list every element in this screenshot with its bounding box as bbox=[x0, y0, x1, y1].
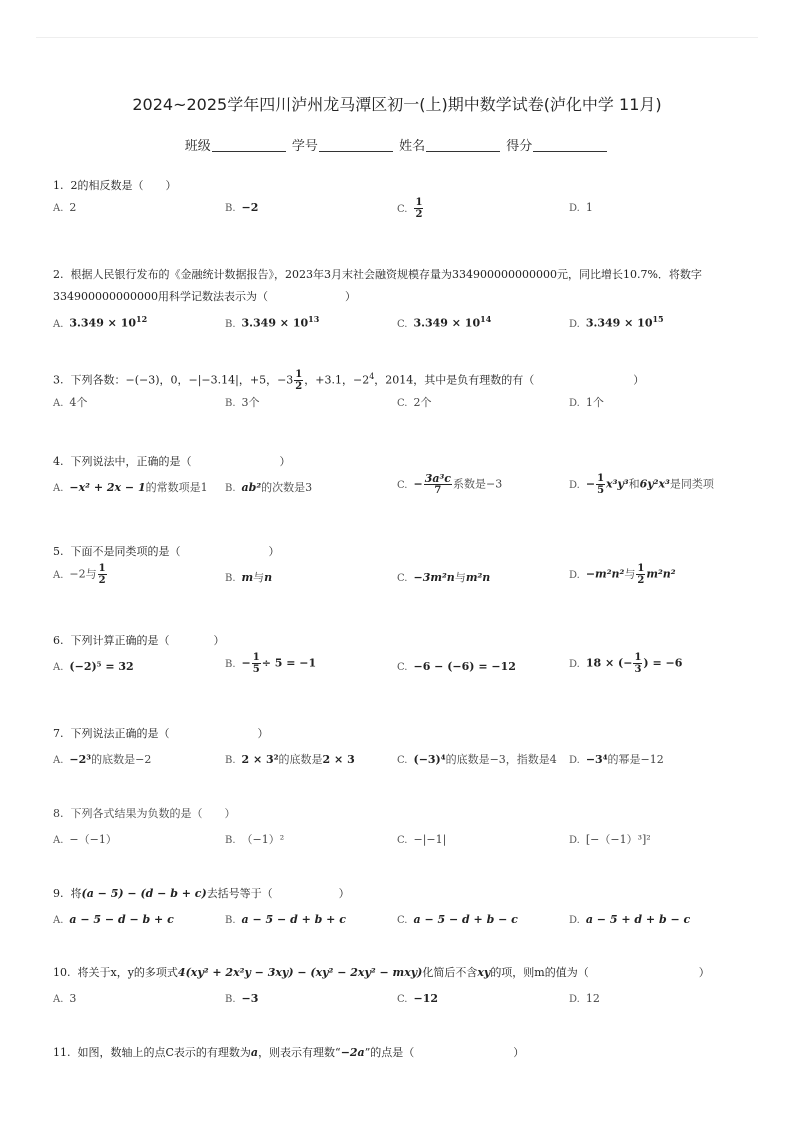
options-row bbox=[53, 308, 753, 334]
option-c[interactable]: C. $3.349 \times 10^{14}$ bbox=[397, 314, 492, 330]
student-info-row bbox=[0, 135, 794, 154]
question-stem: 7. 下列说法正确的是（ ） bbox=[53, 727, 269, 740]
option-a[interactable]: A. −2与 $\frac{1}{2}$ bbox=[53, 563, 106, 586]
options-row bbox=[53, 197, 753, 223]
question-7 bbox=[53, 723, 753, 771]
option-a[interactable]: A. $3.349 \times 10^{12}$ bbox=[53, 314, 148, 330]
option-c[interactable]: C. a − 5 − d + b − c bbox=[397, 913, 518, 926]
option-b[interactable]: B. m与n bbox=[225, 571, 273, 584]
question-10 bbox=[53, 962, 753, 1010]
question-stem: 1. 2的相反数是（ ） bbox=[53, 179, 177, 192]
score-blank[interactable] bbox=[533, 139, 607, 152]
question-3 bbox=[53, 366, 753, 418]
question-stem: 11. 如图，数轴上的点C表示的有理数为a，则表示有理数“−2a”的点是（ ） bbox=[53, 1046, 525, 1059]
option-a[interactable]: A. 2 bbox=[53, 201, 77, 214]
options-row bbox=[53, 563, 753, 597]
option-c[interactable]: C. (−3)⁴的底数是−3，指数是4 bbox=[397, 753, 557, 766]
option-c[interactable]: C. −6 − (−6) = −12 bbox=[397, 660, 516, 673]
option-c[interactable]: C. −3m²n与m²n bbox=[397, 571, 491, 584]
option-d[interactable]: D. 18 × (− $\frac{1}{3}$ ) = −6 bbox=[569, 652, 683, 675]
name-label: 姓名 bbox=[399, 139, 426, 154]
option-a[interactable]: A. 3 bbox=[53, 992, 77, 1005]
option-c[interactable]: C. −|−1| bbox=[397, 833, 447, 846]
option-b[interactable]: B. −2 bbox=[225, 201, 259, 214]
question-stem: 10. 将关于x，y的多项式4(xy² + 2x²y − 3xy) − (xy² − 2xy² − mxy)化简后不含xy的项，则m的值为（ ） bbox=[53, 966, 710, 979]
question-stem: 5. 下面不是同类项的是（ ） bbox=[53, 545, 280, 558]
option-d[interactable]: D. 12 bbox=[569, 992, 600, 1005]
class-blank[interactable] bbox=[212, 139, 286, 152]
option-b[interactable]: B. a − 5 − d + b + c bbox=[225, 913, 346, 926]
options-row bbox=[53, 652, 753, 686]
options-row bbox=[53, 825, 753, 851]
option-b[interactable]: B. $3.349 \times 10^{13}$ bbox=[225, 314, 320, 330]
question-8 bbox=[53, 803, 753, 851]
option-d[interactable]: D. −m²n²与 $\frac{1}{2}$ m²n² bbox=[569, 563, 676, 586]
question-4 bbox=[53, 451, 753, 507]
option-b[interactable]: B. ab²的次数是3 bbox=[225, 481, 313, 494]
option-d[interactable]: D. a − 5 + d + b − c bbox=[569, 913, 691, 926]
question-1 bbox=[53, 175, 753, 223]
option-b[interactable]: B. −3 bbox=[225, 992, 259, 1005]
options-row bbox=[53, 392, 753, 418]
option-d[interactable]: D. −3⁴的幂是−12 bbox=[569, 753, 664, 766]
option-c[interactable]: C. −12 bbox=[397, 992, 439, 1005]
student-id-label: 学号 bbox=[291, 139, 318, 154]
option-a[interactable]: A. −x² + 2x − 1的常数项是1 bbox=[53, 481, 208, 494]
options-row bbox=[53, 984, 753, 1010]
option-d[interactable]: D. 1个 bbox=[569, 396, 604, 410]
score-label: 得分 bbox=[506, 139, 533, 154]
question-stem: 9. 将(a − 5) − (d − b + c)去括号等于（ ） bbox=[53, 887, 350, 900]
question-5 bbox=[53, 541, 753, 597]
option-a[interactable]: A. −（−1） bbox=[53, 833, 117, 846]
option-a[interactable]: A. (−2)⁵ = 32 bbox=[53, 660, 134, 673]
question-stem: 3. 下列各数：−(−3)，0，−|−3.14|，+5，−3 $\frac{1}{2}$ ，+3.1，$-2^4$，2014，其中是负有理数的有（ ） bbox=[53, 369, 645, 393]
option-c[interactable]: C. $\frac{1}{2}$ bbox=[397, 197, 423, 220]
question-stem: 8. 下列各式结果为负数的是（ ） bbox=[53, 807, 236, 820]
option-d[interactable]: D. $3.349 \times 10^{15}$ bbox=[569, 314, 664, 330]
question-stem: 2. 根据人民银行发布的《金融统计数据报告》，2023年3月末社会融资规模存量为334900000000000元，同比增长10.7%．将数字334900000000000用科学记数法表示为（ ） bbox=[53, 268, 702, 303]
option-c[interactable]: C. − $\frac{\text{3a³c}}{7}$ 系数是−3 bbox=[397, 472, 503, 496]
option-b[interactable]: B. 2 × 3²的底数是2 × 3 bbox=[225, 753, 355, 766]
question-stem: 4. 下列说法中，正确的是（ ） bbox=[53, 455, 291, 468]
option-b[interactable]: B. 3个 bbox=[225, 396, 260, 410]
option-d[interactable]: D. [−（−1）³]² bbox=[569, 833, 651, 846]
question-stem: 6. 下列计算正确的是（ ） bbox=[53, 634, 225, 647]
option-d[interactable]: D. − $\frac{1}{5}$ x³y³和6y²x³是同类项 bbox=[569, 473, 714, 496]
name-blank[interactable] bbox=[426, 139, 500, 152]
option-d[interactable]: D. 1 bbox=[569, 201, 593, 214]
options-row bbox=[53, 745, 753, 771]
exam-title: 2024~2025学年四川泸州龙马潭区初一(上)期中数学试卷(泸化中学 11月) bbox=[132, 95, 662, 114]
question-11 bbox=[53, 1042, 753, 1064]
option-a[interactable]: A. −2³的底数是−2 bbox=[53, 753, 152, 766]
student-id-blank[interactable] bbox=[319, 139, 393, 152]
question-6 bbox=[53, 630, 753, 686]
option-c[interactable]: C. 2个 bbox=[397, 396, 432, 410]
class-label: 班级 bbox=[184, 139, 211, 154]
option-b[interactable]: B. − $\frac{1}{5}$ ÷ 5 = −1 bbox=[225, 652, 317, 675]
options-row bbox=[53, 905, 753, 931]
question-2 bbox=[53, 264, 753, 334]
header-divider bbox=[36, 37, 758, 38]
option-a[interactable]: A. a − 5 − d − b + c bbox=[53, 913, 174, 926]
options-row bbox=[53, 473, 753, 507]
question-9 bbox=[53, 883, 753, 931]
option-b[interactable]: B. （−1）² bbox=[225, 833, 285, 846]
option-a[interactable]: A. 4个 bbox=[53, 396, 88, 410]
